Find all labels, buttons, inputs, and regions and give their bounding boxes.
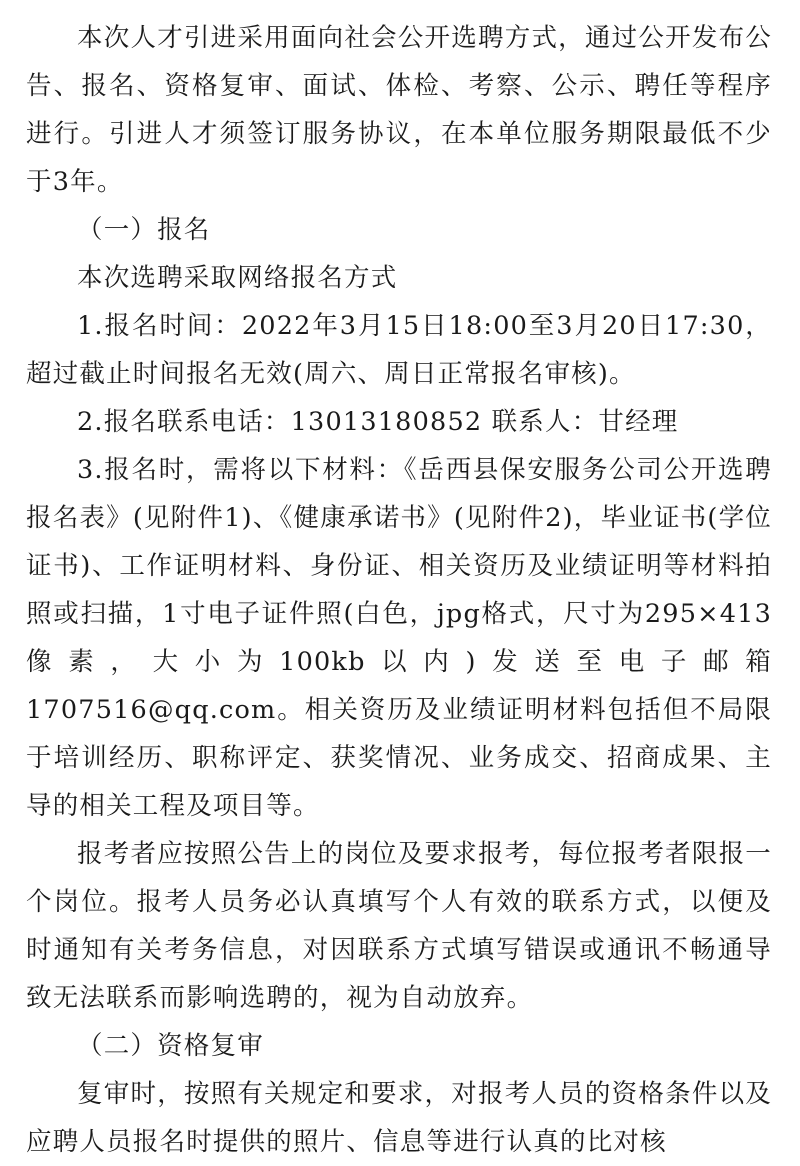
section-heading-qualification-review: （二）资格复审 <box>77 1031 264 1061</box>
applicant-requirements-paragraph: 报考者应按照公告上的岗位及要求报考，每位报考者限报一个岗位。报考人员务必认真填写个人有效的联系方式，以便及时通知有关考务信息，对因联系方式填写错误或通讯不畅通导致无法联系而影响选聘的，视为自动放弃。 <box>26 839 772 1013</box>
section-heading-registration: （一）报名 <box>77 215 211 245</box>
document-body <box>26 0 772 1166</box>
registration-phone-paragraph: 2.报名联系电话：13013180852 联系人：甘经理 <box>77 407 679 437</box>
registration-materials-paragraph: 3.报名时，需将以下材料：《岳西县保安服务公司公开选聘报名表》(见附件1)、《健康承诺书》(见附件2)，毕业证书(学位证书)、工作证明材料、身份证、相关资历及业绩证明等材料拍照或扫描，1寸电子证件照(白色，jpg格式，尺寸为295×413像素，大小为100kb以内)发送至电子邮箱1707516@qq.com。相关资历及业绩证明材料包括但不局限于培训经历、职称评定、获奖情况、业务成交、招商成果、主导的相关工程及项目等。 <box>26 455 772 821</box>
registration-time-paragraph: 1.报名时间：2022年3月15日18:00至3月20日17:30，超过截止时间报名无效(周六、周日正常报名审核)。 <box>26 311 772 389</box>
intro-paragraph: 本次人才引进采用面向社会公开选聘方式，通过公开发布公告、报名、资格复审、面试、体检、考察、公示、聘任等程序进行。引进人才须签订服务协议，在本单位服务期限最低不少于3年。 <box>26 23 772 197</box>
qualification-review-paragraph: 复审时，按照有关规定和要求，对报考人员的资格条件以及应聘人员报名时提供的照片、信息等进行认真的比对核 <box>26 1079 772 1157</box>
registration-method-paragraph: 本次选聘采取网络报名方式 <box>77 263 398 293</box>
